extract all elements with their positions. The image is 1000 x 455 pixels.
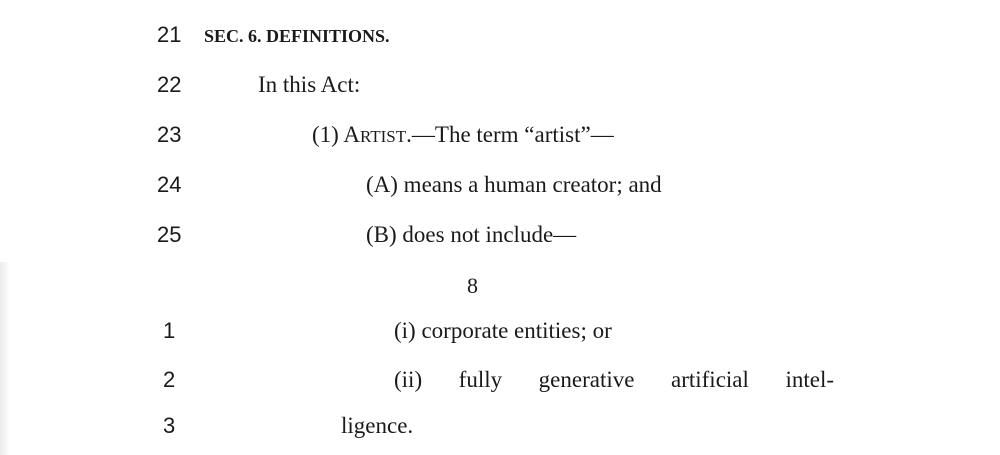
- definition-artist: [312, 123, 614, 146]
- section-heading: SEC. 6. DEFINITIONS.: [204, 26, 390, 46]
- line-number-1: 1: [163, 318, 176, 343]
- term-rest: RTIST: [359, 127, 407, 146]
- subparagraph-a: (A) means a human creator; and: [366, 172, 662, 197]
- clause-ii: (ii) fully generative artificial intel-: [394, 367, 834, 392]
- clause-i: (i) corporate entities; or: [394, 318, 612, 343]
- page-number: 8: [467, 273, 478, 298]
- line-number-24: 24: [157, 172, 182, 197]
- intro-text: In this Act:: [258, 72, 361, 97]
- line-number-21: 21: [157, 22, 182, 47]
- line-number-23: 23: [157, 122, 182, 147]
- line-number-22: 22: [157, 72, 182, 97]
- paragraph-marker: (1): [312, 122, 339, 147]
- line-number-3: 3: [163, 413, 176, 438]
- page-edge-shadow: [0, 262, 10, 455]
- clause-ii-continuation: ligence.: [341, 413, 414, 438]
- subparagraph-b: (B) does not include—: [366, 222, 577, 247]
- term-initial: A: [343, 122, 360, 147]
- definition-text: .—The term “artist”—: [406, 122, 614, 147]
- line-number-2: 2: [163, 367, 176, 392]
- line-number-25: 25: [157, 222, 182, 247]
